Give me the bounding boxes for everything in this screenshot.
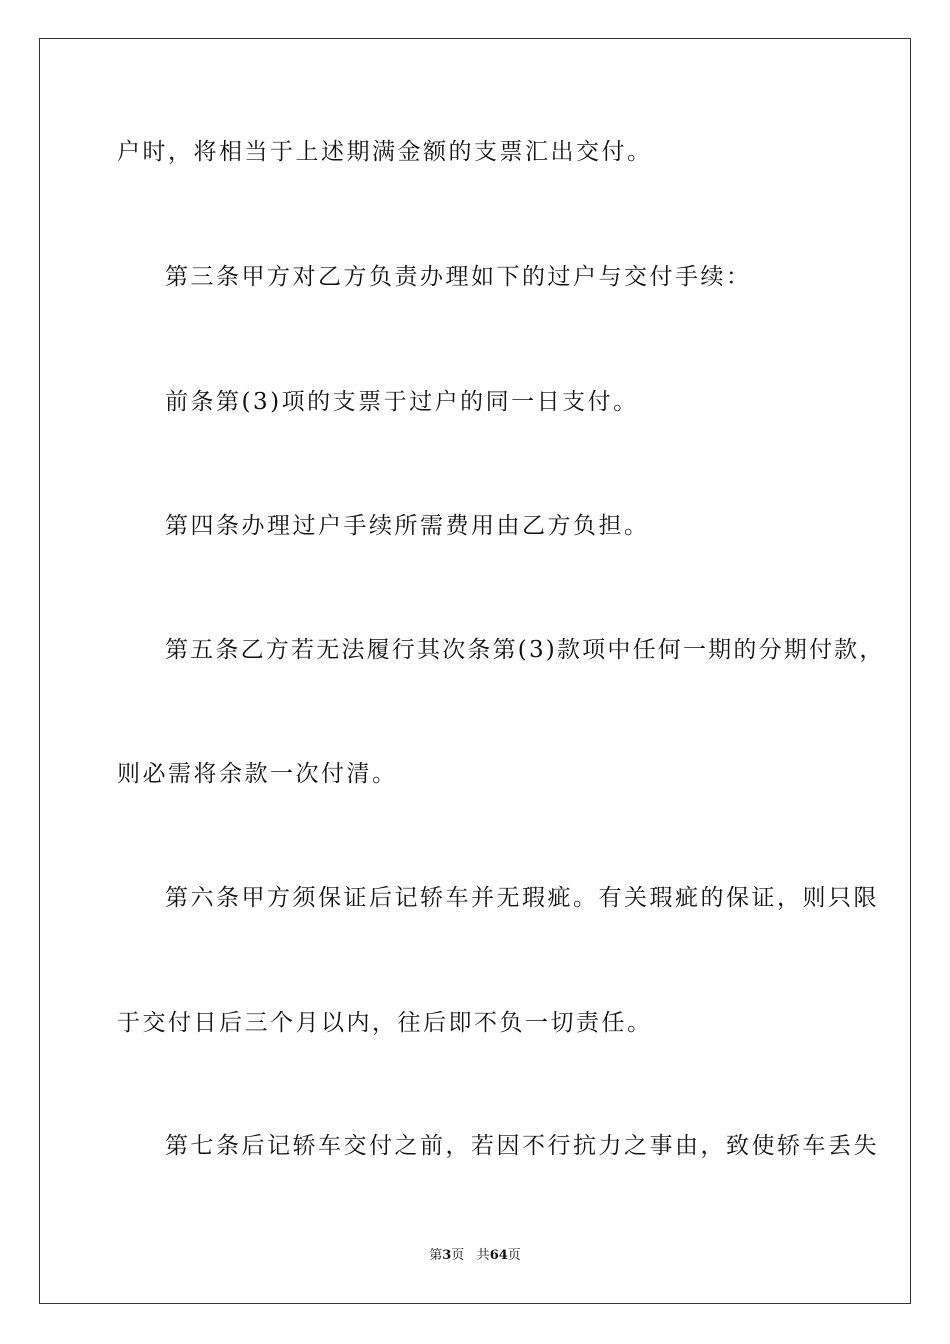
article-7-paragraph-line-1: 第七条后记轿车交付之前，若因不行抗力之事由，致使轿车丢失 [165,1133,879,1159]
footer-total-suffix: 页 [507,1248,521,1263]
article-4-paragraph: 第四条办理过户手续所需费用由乙方负担。 [165,513,650,539]
article-6-paragraph-line-1: 第六条甲方须保证后记轿车并无瑕疵。有关瑕疵的保证，则只限 [165,885,879,911]
footer-page-prefix: 第 [429,1248,443,1263]
page-footer [0,1247,950,1265]
article-6-paragraph-line-2: 于交付日后三个月以内，往后即不负一切责任。 [117,1010,653,1036]
footer-page-suffix: 页 [451,1248,465,1263]
article-3-item-paragraph: 前条第(3)项的支票于过户的同一日支付。 [165,389,639,415]
article-5-paragraph-line-2: 则必需将余款一次付清。 [117,761,398,787]
page-border [39,38,911,1304]
article-5-paragraph-line-1: 第五条乙方若无法履行其次条第(3)款项中任何一期的分期付款， [165,637,885,663]
article-3-paragraph: 第三条甲方对乙方负责办理如下的过户与交付手续： [165,264,752,290]
footer-total-pages: 64 [489,1248,508,1263]
footer-page-number: 3 [442,1248,452,1263]
footer-total-prefix: 共 [476,1248,490,1263]
body-line-1: 户时，将相当于上述期满金额的支票汇出交付。 [117,139,653,165]
